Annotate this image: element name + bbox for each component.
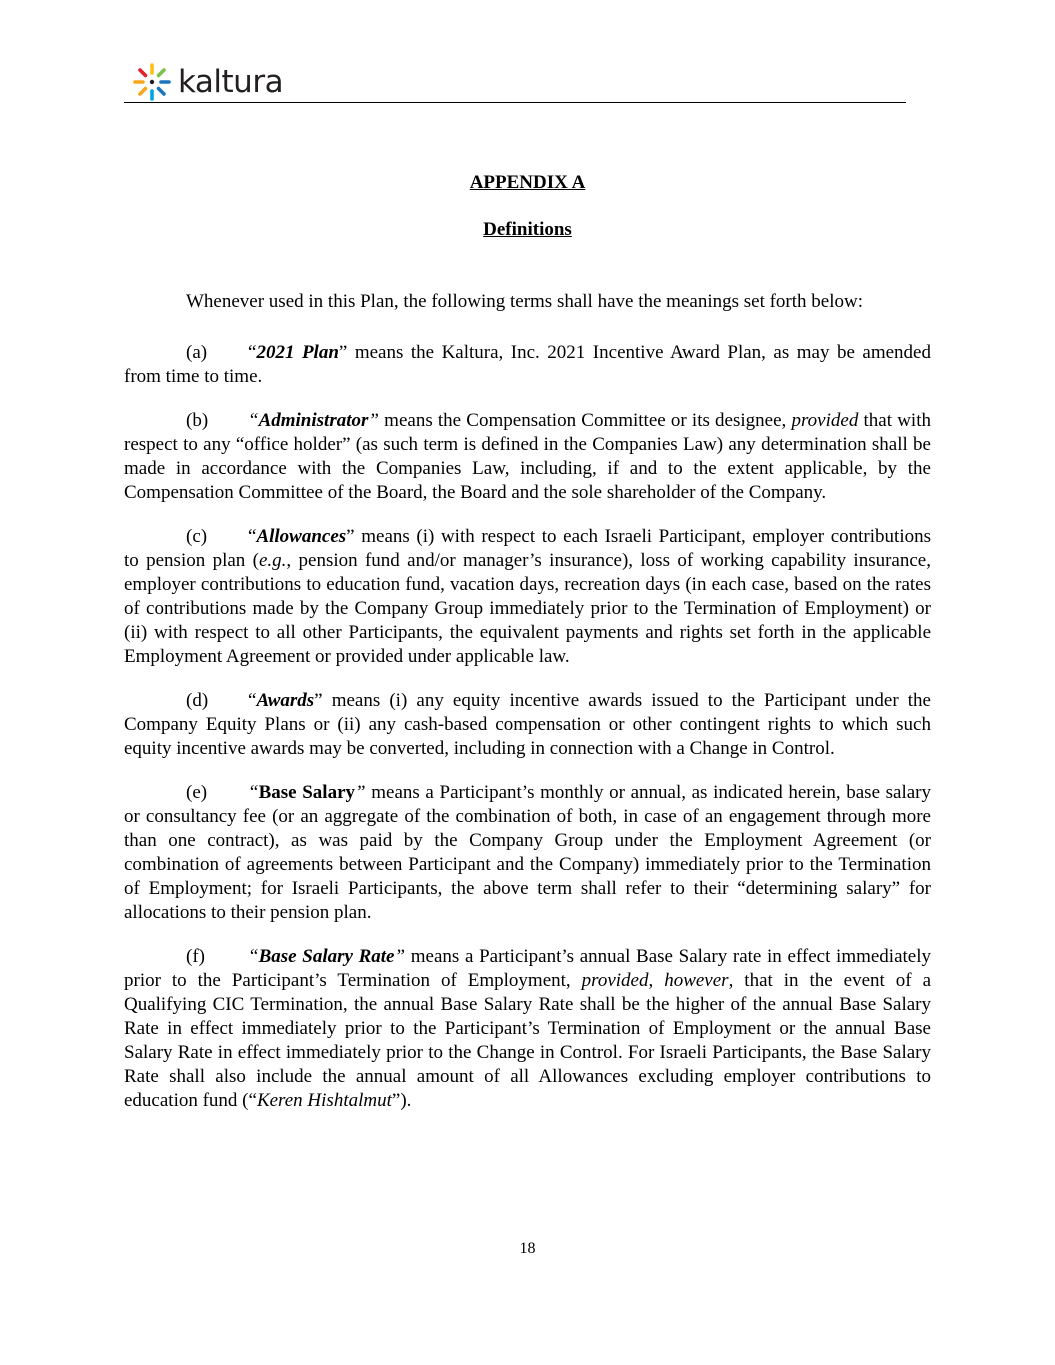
appendix-title: APPENDIX A: [469, 172, 586, 193]
definition-text: that with respect to any “office holder” (as such term is defined in the Companies Law) any determination shall be made in accordance with the Companies Law, including, if and to the extent applicable, by the Compensation Committee of the Board, the Board and the sole shareholder of the Company.: [124, 410, 931, 503]
quote-open: “: [248, 410, 259, 431]
definition-b: [124, 409, 931, 505]
quote-open: “: [248, 782, 259, 803]
italic-word: provided: [581, 970, 649, 991]
quote-close: ”: [368, 410, 379, 431]
italic-word: provided: [791, 410, 859, 431]
definition-a: [124, 341, 931, 389]
quote-open: “: [248, 690, 257, 711]
kaltura-burst-icon: [132, 62, 172, 102]
definition-text: , that in the event of a Qualifying CIC Termination, the annual Base Salary Rate shall be the higher of the annual Base Salary Rate in effect immediately prior to the Participant’s Termination of Employment or the annual Base Salary Rate in effect immediately prior to the Change in Control. For Israeli Participants, the Base Salary Rate shall also include the annual amount of all Allowances excluding employer contributions to education fund (“: [124, 970, 932, 1111]
quote-open: “: [248, 342, 257, 363]
quote-close: ”: [346, 526, 355, 547]
defined-term: Base Salary Rate: [258, 946, 395, 967]
definition-text: means (i) any equity incentive awards issued to the Participant under the Company Equity Plans or (ii) any cash-based compensation or other contingent rights to which such equity incentive awards may be converted, including in connection with a Change in Control.: [124, 690, 931, 759]
page-number: 18: [519, 1240, 536, 1257]
definition-label: (c): [186, 526, 208, 547]
defined-term: Base Salary: [258, 782, 356, 803]
quote-close: ”: [338, 342, 348, 363]
definition-label: (f): [186, 946, 205, 967]
definitions-heading: Definitions: [483, 219, 572, 240]
definition-label: (b): [186, 410, 209, 431]
definition-text: means a Participant’s annual Base Salary rate in effect immediately prior to the Participant’s Termination of Employment,: [124, 946, 932, 991]
definition-text: ”).: [391, 1090, 412, 1111]
quote-open: “: [248, 946, 259, 967]
definition-text: means the Compensation Committee or its designee,: [378, 410, 792, 431]
defined-term: Administrator: [258, 410, 369, 431]
definition-d: [124, 689, 931, 761]
definition-c: [124, 525, 931, 669]
document-body: [124, 290, 931, 1133]
italic-word: Keren Hishtalmut: [256, 1090, 392, 1111]
separator-text: ,: [648, 970, 665, 991]
intro-paragraph: Whenever used in this Plan, the following terms shall have the meanings set forth below:: [186, 291, 863, 312]
definition-e: [124, 781, 931, 925]
page-header: [124, 58, 906, 103]
defined-term: 2021 Plan: [256, 342, 339, 363]
definition-label: (a): [186, 342, 208, 363]
quote-close: ”: [314, 690, 323, 711]
italic-word: e.g.: [258, 550, 287, 571]
definition-text: means a Participant’s monthly or annual, as indicated herein, base salary or consultancy fee (or an aggregate of the combination of both, in case of an engagement through more than one contract), as was paid by the Company Group under the Employment Agreement (or combination of agreements between Participant and the Company) immediately prior to the Termination of Employment; for Israeli Participants, the above term shall refer to their “determining salary” for allocations to their pension plan.: [124, 782, 932, 923]
quote-close: ”: [394, 946, 406, 967]
definition-f: [124, 945, 931, 1113]
defined-term: Allowances: [256, 526, 347, 547]
quote-open: “: [248, 526, 257, 547]
italic-word: however: [664, 970, 729, 991]
kaltura-logo: [132, 62, 283, 102]
definition-label: (e): [186, 782, 208, 803]
logo-text: kaltura: [178, 63, 284, 100]
quote-close: ”: [355, 782, 366, 803]
definition-text: , pension fund and/or manager’s insurance), loss of working capability insurance, employer contributions to education fund, vacation days, recreation days (in each case, based on the rates of contributions made by the Company Group immediately prior to the Termination of Employment) or (ii) with respect to all other Participants, the equivalent payments and rights set forth in the applicable Employment Agreement or provided under applicable law.: [124, 550, 931, 667]
defined-term: Awards: [256, 690, 315, 711]
definition-label: (d): [186, 690, 209, 711]
definition-text: means the Kaltura, Inc. 2021 Incentive Award Plan, as may be amended from time to time.: [124, 342, 931, 387]
definition-text: means (i) with respect to each Israeli Participant, employer contributions to pension plan (: [124, 526, 931, 571]
